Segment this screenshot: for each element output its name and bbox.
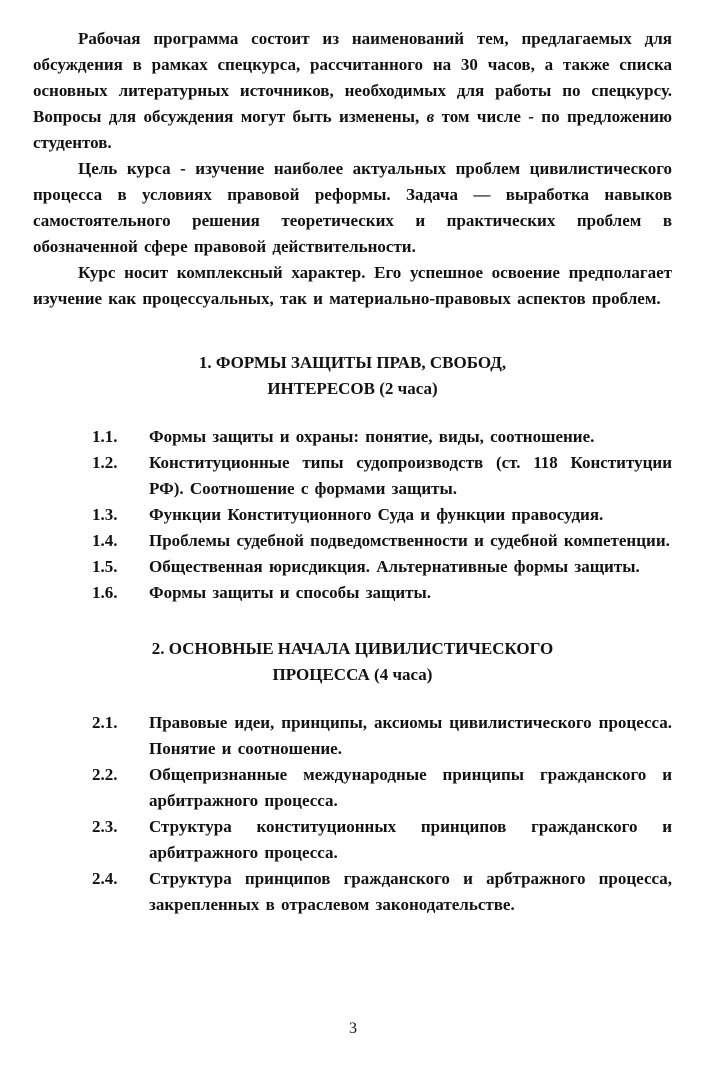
topic-item bbox=[92, 814, 672, 866]
topic-text: Функции Конституционного Суда и функции правосудия. bbox=[149, 505, 604, 524]
topic-text: Формы защиты и охраны: понятие, виды, соотношение. bbox=[149, 427, 595, 446]
topic-item bbox=[92, 762, 672, 814]
italic-word: в bbox=[426, 107, 435, 126]
paragraph-text: том числе - по предложению студентов. bbox=[33, 107, 672, 152]
topic-item bbox=[92, 554, 672, 580]
topic-item bbox=[92, 502, 672, 528]
topic-text: Формы защиты и способы защиты. bbox=[149, 583, 432, 602]
intro-paragraph-2: Цель курса - изучение наиболее актуальных проблем цивилистического процесса в условиях правовой реформы. Задача — выработка навыков самостоятельного решения теоретических и практических проблем в обозначенной сфере правовой действительности. bbox=[33, 159, 672, 256]
page-number: 3 bbox=[349, 1020, 357, 1037]
topic-item bbox=[92, 580, 672, 606]
topic-number: 1.4. bbox=[92, 531, 118, 550]
paragraph-text: Рабочая программа состоит из наименований тем, предлагаемых для обсуждения в рамках спецкурса, рассчитанного на 30 часов, а также списка основных литературных источников, необходимых для работы по спецкурсу. Вопросы для обсуждения могут быть изменены, bbox=[33, 29, 672, 126]
topic-number: 2.2. bbox=[92, 765, 118, 784]
section-2-topic-list bbox=[33, 710, 672, 918]
topic-text: Правовые идеи, принципы, аксиомы цивилистического процесса. Понятие и соотношение. bbox=[149, 713, 672, 758]
topic-number: 1.1. bbox=[92, 427, 118, 446]
topic-item bbox=[92, 866, 672, 918]
topic-item bbox=[92, 710, 672, 762]
topic-number: 2.3. bbox=[92, 817, 118, 836]
section-1-heading-line-1: 1. ФОРМЫ ЗАЩИТЫ ПРАВ, СВОБОД, bbox=[198, 353, 507, 372]
intro-paragraph-3: Курс носит комплексный характер. Его успешное освоение предполагает изучение как процессуальных, так и материально-правовых аспектов проблем. bbox=[33, 263, 672, 308]
topic-text: Общепризнанные международные принципы гражданского и арбитражного процесса. bbox=[149, 765, 672, 810]
topic-item bbox=[92, 424, 672, 450]
topic-number: 1.3. bbox=[92, 505, 118, 524]
intro-paragraph-1 bbox=[33, 26, 672, 156]
topic-number: 2.1. bbox=[92, 713, 118, 732]
topic-text: Проблемы судебной подведомственности и судебной компетенции. bbox=[149, 531, 670, 550]
section-1-topic-list bbox=[33, 424, 672, 606]
topic-number: 1.6. bbox=[92, 583, 118, 602]
section-1-heading bbox=[33, 350, 672, 402]
topic-item bbox=[92, 528, 672, 554]
topic-item bbox=[92, 450, 672, 502]
topic-number: 1.2. bbox=[92, 453, 118, 472]
section-1-heading-line-2: ИНТЕРЕСОВ (2 часа) bbox=[267, 379, 438, 398]
topic-number: 2.4. bbox=[92, 869, 118, 888]
topic-text: Структура конституционных принципов гражданского и арбитражного процесса. bbox=[149, 817, 672, 862]
topic-text: Структура принципов гражданского и арбтражного процесса, закрепленных в отраслевом законодательстве. bbox=[149, 869, 672, 914]
section-2-heading bbox=[33, 636, 672, 688]
topic-text: Конституционные типы судопроизводств (ст. 118 Конституции РФ). Соотношение с формами защиты. bbox=[149, 453, 672, 498]
topic-text: Общественная юрисдикция. Альтернативные формы защиты. bbox=[149, 557, 640, 576]
section-2-heading-line-2: ПРОЦЕССА (4 часа) bbox=[272, 665, 433, 684]
section-2-heading-line-1: 2. ОСНОВНЫЕ НАЧАЛА ЦИВИЛИСТИЧЕСКОГО bbox=[151, 639, 554, 658]
topic-number: 1.5. bbox=[92, 557, 118, 576]
